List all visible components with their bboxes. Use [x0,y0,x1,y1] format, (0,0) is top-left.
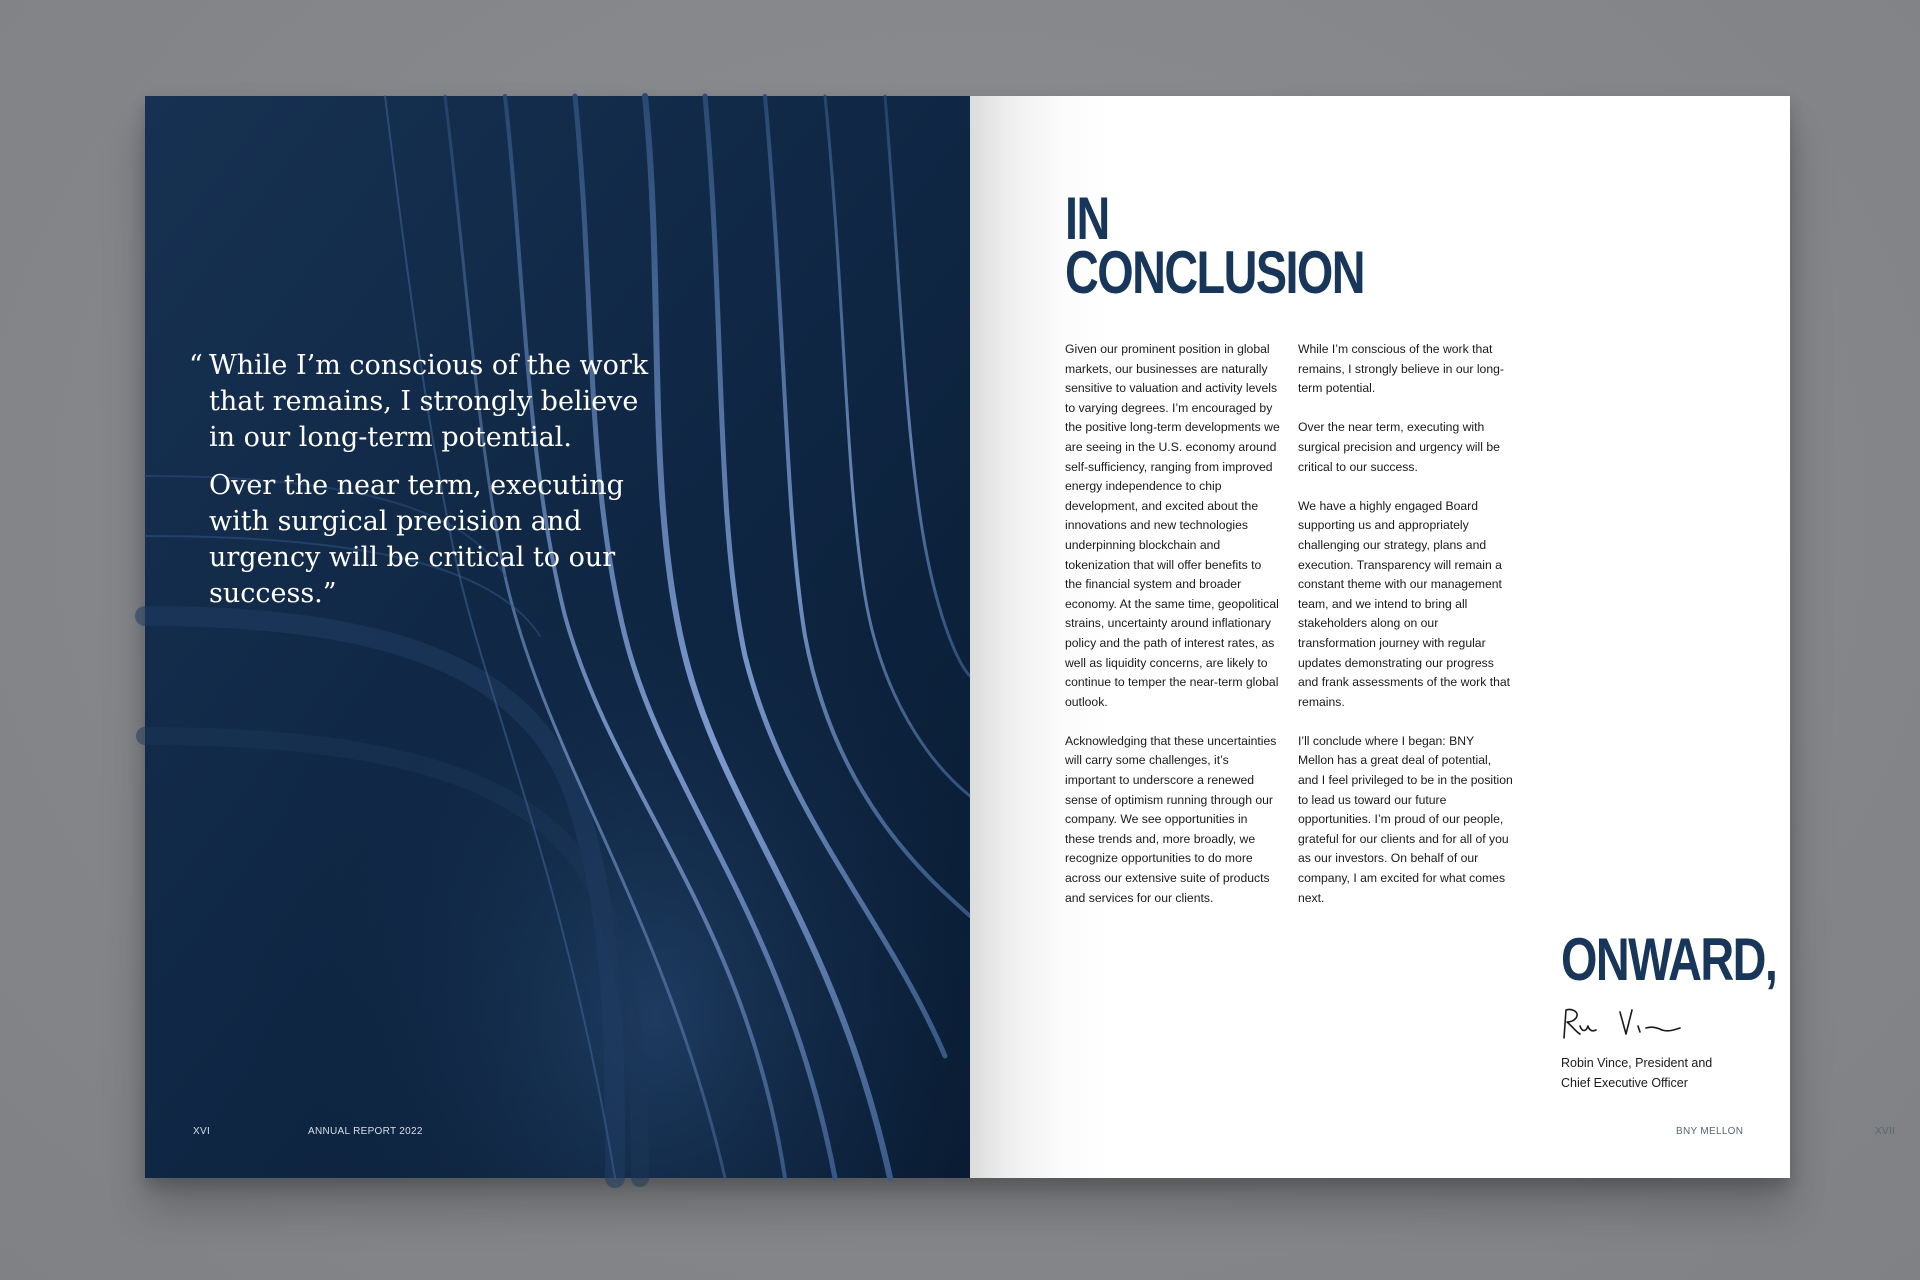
open-quote-mark: “ [189,350,203,381]
closing-word: ONWARD, [1561,926,1777,993]
quote-paragraph-2 [193,468,663,612]
signature-image [1558,1004,1698,1044]
col2-paragraph-1: While I’m conscious of the work that remains, I strongly believe in our long-term potential. [1298,342,1504,396]
col2-paragraph-4: I’ll conclude where I began: BNY Mellon has a great deal of potential, and I feel privileged to be in the position to lead us toward our future opportunities. I’m proud of our people, grateful for our clients and for all of you as our investors. On behalf of our company, I am excited for what comes next. [1298,733,1513,905]
col2-paragraph-2: Over the near term, executing with surgical precision and urgency will be critical to our success. [1298,420,1500,474]
abstract-curves-image [145,96,970,1178]
signer-line-1: Robin Vince, President and [1561,1056,1713,1070]
quote-paragraph-1 [189,348,663,456]
left-page [145,96,970,1178]
pull-quote [189,348,663,624]
body-column-1 [1065,340,1280,928]
quote-text-2: Over the near term, executing with surgical precision and urgency will be critical to our success.” [209,470,624,609]
page-title [1065,185,1365,306]
report-spread [145,96,1896,1178]
col1-paragraph-2: Acknowledging that these uncertainties will carry some challenges, it’s important to underscore a renewed sense of optimism running through our company. We see opportunities in these trends and, more broadly, we recognize opportunities to do more across our extensive suite of products and services for our clients. [1065,733,1277,905]
title-line-2: CONCLUSION [1065,239,1365,306]
signer-line-2: Chief Executive Officer [1561,1075,1688,1090]
quote-text-1: While I’m conscious of the work that remains, I strongly believe in our long-term potential. [209,350,649,453]
body-column-2 [1298,340,1513,928]
right-page-number: XVII [1875,1126,1896,1137]
signer-name-title [1561,1054,1761,1093]
right-footer-label: BNY MELLON [1676,1126,1744,1137]
title-line-1: IN [1065,185,1109,252]
col1-paragraph-1: Given our prominent position in global markets, our businesses are naturally sensitive to valuation and activity levels to varying degrees. I’m encouraged by the positive long-term developments we are seeing in the U.S. economy around self-sufficiency, ranging from improved energy independence to chip development, and excited about the innovations and new technologies underpinning blockchain and tokenization that will offer benefits to the financial system and broader economy. At the same time, geopolitical strains, uncertainty around inflationary policy and the path of interest rates, as well as liquidity concerns, are likely to continue to temper the near-term global outlook. [1065,342,1280,709]
left-footer-label: ANNUAL REPORT 2022 [308,1126,423,1137]
left-page-number: XVI [193,1126,211,1137]
col2-paragraph-3: We have a highly engaged Board supporting us and appropriately challenging our strategy, plans and execution. Transparency will remain a constant theme with our management team, and we intend to bring all stakeholders along on our transformation journey with regular updates demonstrating our progress and frank assessments of the work that remains. [1298,498,1511,709]
right-page [970,96,1896,1178]
